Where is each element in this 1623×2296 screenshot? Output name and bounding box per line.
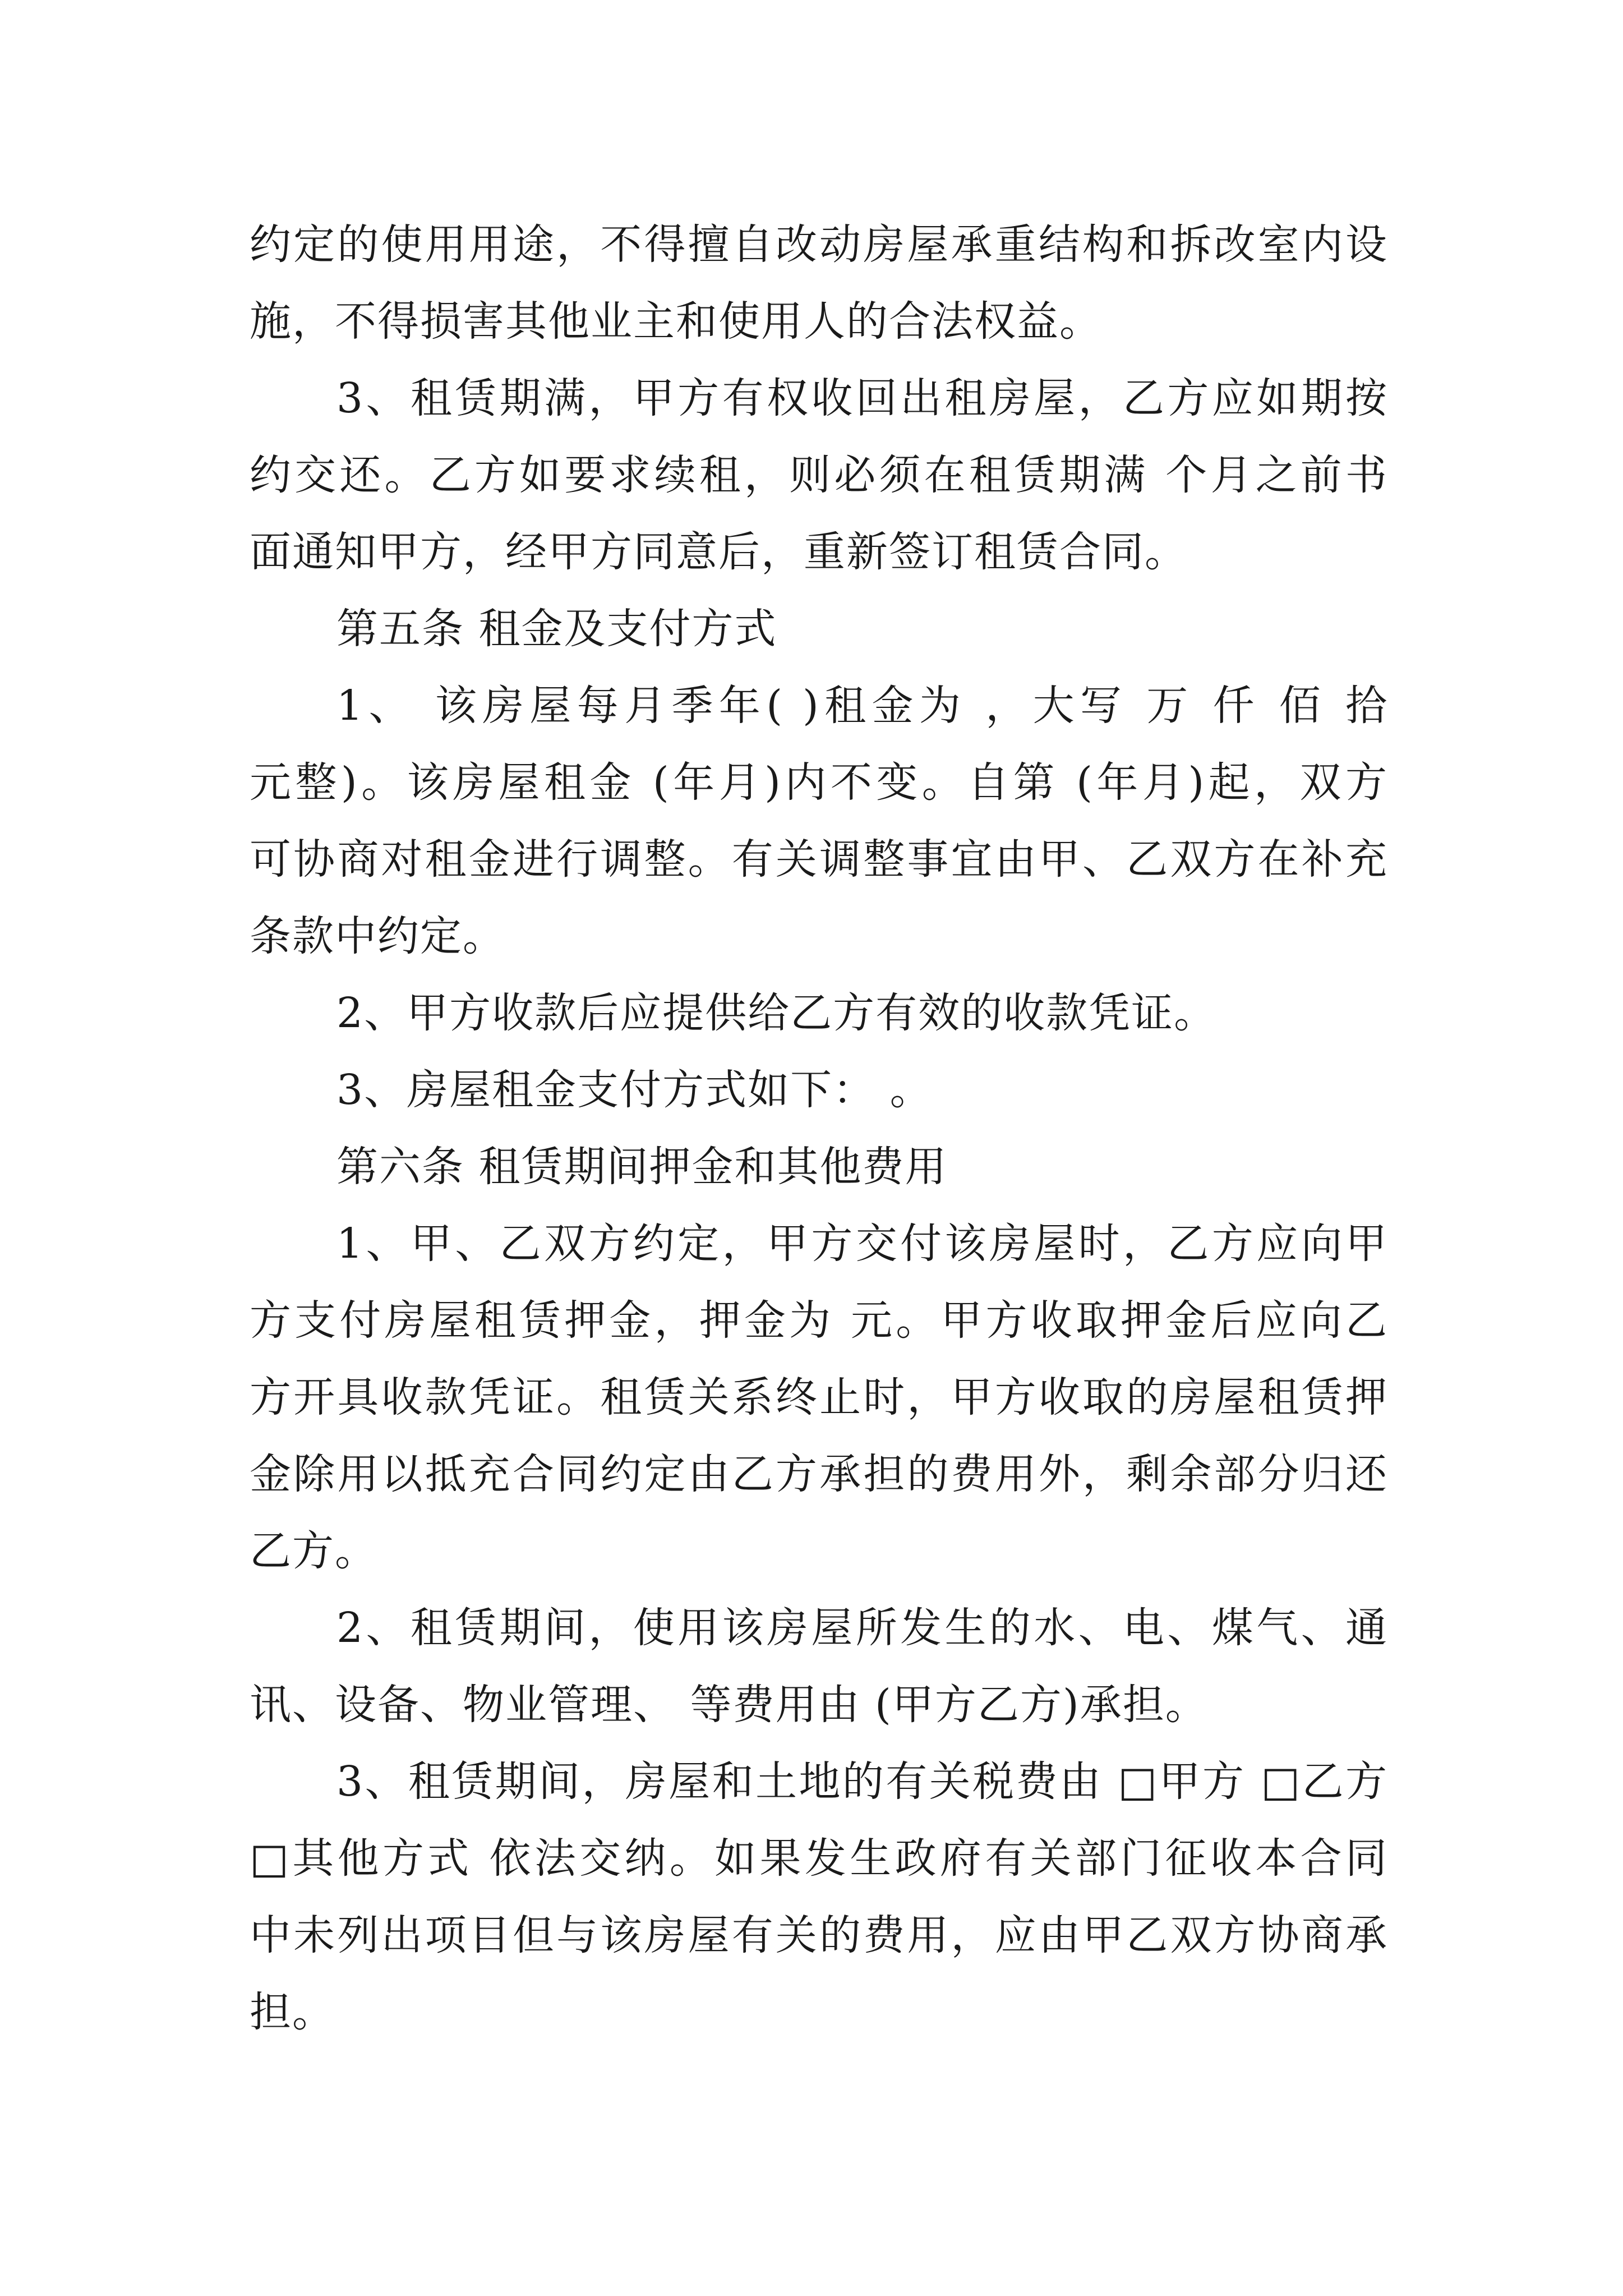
- text-line: 元整)。该房屋租金 (年月)内不变。自第 (年月)起，双方: [250, 758, 1388, 807]
- text-line: 金除用以抵充合同约定由乙方承担的费用外，剩余部分归还: [250, 1450, 1388, 1498]
- section-heading: 第六条 租赁期间押金和其他费用: [336, 1143, 948, 1191]
- text-line: 1、 该房屋每月季年( )租金为 ，大写 万 仟 佰 拾: [336, 682, 1388, 730]
- text-line: 2、租赁期间，使用该房屋所发生的水、电、煤气、通: [336, 1604, 1388, 1652]
- section-heading: 第五条 租金及支付方式: [336, 605, 777, 653]
- text-line: 担。: [250, 1988, 335, 2036]
- text-line: 3、租赁期满，甲方有权收回出租房屋，乙方应如期按: [336, 374, 1388, 422]
- text-line: 方支付房屋租赁押金，押金为 元。甲方收取押金后应向乙: [250, 1296, 1388, 1345]
- text-line: 约定的使用用途，不得擅自改动房屋承重结构和拆改室内设: [250, 220, 1388, 269]
- text-line: 方开具收款凭证。租赁关系终止时，甲方收取的房屋租赁押: [250, 1373, 1388, 1421]
- text-line: 2、甲方收款后应提供给乙方有效的收款凭证。: [336, 989, 1217, 1037]
- text-line: 约交还。乙方如要求续租，则必须在租赁期满 个月之前书: [250, 451, 1388, 499]
- text-line: 可协商对租金进行调整。有关调整事宜由甲、乙双方在补充: [250, 835, 1388, 884]
- text-line: 面通知甲方，经甲方同意后，重新签订租赁合同。: [250, 528, 1187, 576]
- text-line: 中未列出项目但与该房屋有关的费用，应由甲乙双方协商承: [250, 1911, 1388, 1959]
- text-line: 3、房屋租金支付方式如下： 。: [336, 1066, 933, 1114]
- text-line: 施，不得损害其他业主和使用人的合法权益。: [250, 297, 1102, 346]
- text-line: 条款中约定。: [250, 912, 505, 960]
- text-line: 乙方。: [250, 1527, 377, 1575]
- text-line: 3、租赁期间，房屋和土地的有关税费由 □甲方 □乙方: [336, 1757, 1388, 1806]
- text-line: □其他方式 依法交纳。如果发生政府有关部门征收本合同: [250, 1834, 1388, 1883]
- text-line: 1、甲、乙双方约定，甲方交付该房屋时，乙方应向甲: [336, 1220, 1388, 1268]
- text-line: 讯、设备、物业管理、 等费用由 (甲方乙方)承担。: [250, 1681, 1208, 1729]
